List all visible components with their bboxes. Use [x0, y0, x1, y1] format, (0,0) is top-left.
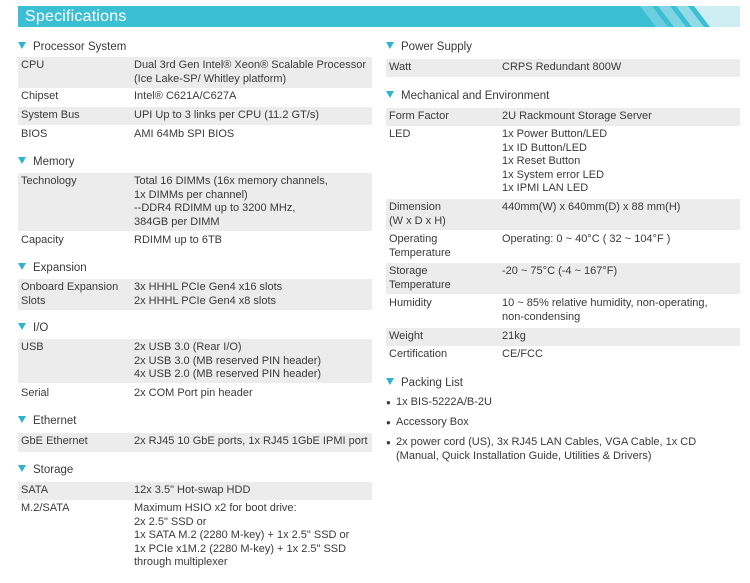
- table-row-chipset: [18, 88, 372, 106]
- row-label: Storage Temperature: [389, 265, 451, 291]
- table-row-operating-temperature: [386, 231, 740, 262]
- row-value: Dual 3rd Gen Intel® Xeon® Scalable Processor (Ice Lake-SP/ Whitley platform): [134, 59, 367, 85]
- row-label: System Bus: [21, 109, 80, 121]
- section-title: Mechanical and Environment: [401, 90, 550, 102]
- table-row-technology: [18, 173, 372, 231]
- row-label: USB: [21, 341, 44, 353]
- row-label: Dimension (W x D x H): [389, 201, 446, 227]
- table-row-gbe-ethernet: [18, 433, 372, 452]
- row-value: Operating: 0 ~ 40°C ( 32 ~ 104°F ): [502, 233, 671, 245]
- row-value: -20 ~ 75°C (-4 ~ 167°F): [502, 265, 618, 277]
- row-value: 2U Rackmount Storage Server: [502, 110, 652, 122]
- triangle-bullet-icon: [386, 91, 394, 98]
- row-value: 2x USB 3.0 (Rear I/O) 2x USB 3.0 (MB reserved PIN header) 4x USB 2.0 (MB reserved PIN header): [134, 341, 322, 380]
- table-row-storage-temperature: [386, 263, 740, 294]
- row-value: 21kg: [502, 330, 526, 342]
- triangle-bullet-icon: [18, 263, 26, 270]
- table-row-cpu: [18, 57, 372, 88]
- section-memory-heading: [18, 155, 75, 169]
- table-row-certification: [386, 346, 740, 364]
- section-ethernet-heading: [18, 414, 76, 428]
- specifications-banner: [18, 6, 740, 27]
- section-storage-heading: [18, 463, 73, 477]
- section-processor-heading: [18, 40, 126, 54]
- section-title: Power Supply: [401, 41, 472, 53]
- table-row-bios: [18, 126, 372, 144]
- section-mechanical-heading: [386, 89, 549, 103]
- table-row-usb: [18, 339, 372, 383]
- row-value: Maximum HSIO x2 for boot drive: 2x 2.5" SSD or 1x SATA M.2 (2280 M-key) + 1x 2.5" SSD or 1x PCIe x1M.2 (2280 M-key) + 1x 2.5" SSD through multiplexer: [134, 502, 350, 568]
- page-title: Specifications: [25, 8, 127, 25]
- row-value: RDIMM up to 6TB: [134, 234, 223, 246]
- section-title: Memory: [33, 156, 75, 168]
- triangle-bullet-icon: [18, 416, 26, 423]
- row-label: Chipset: [21, 90, 59, 102]
- section-title: Ethernet: [33, 415, 77, 427]
- section-title: Expansion: [33, 262, 87, 274]
- row-label: Humidity: [389, 297, 432, 309]
- row-value: 1x Power Button/LED 1x ID Button/LED 1x Reset Button 1x System error LED 1x IPMI LAN LED: [502, 128, 608, 194]
- row-value: 10 ~ 85% relative humidity, non-operating, non-condensing: [502, 297, 708, 323]
- row-value: CE/FCC: [502, 348, 543, 360]
- table-row-capacity: [18, 232, 372, 250]
- row-label: Onboard Expansion Slots: [21, 281, 119, 307]
- table-row-watt: [386, 59, 740, 77]
- row-value: Intel® C621A/C627A: [134, 90, 237, 102]
- row-value: UPI Up to 3 links per CPU (11.2 GT/s): [134, 109, 320, 121]
- row-value: CRPS Redundant 800W: [502, 61, 622, 73]
- banner-stripe-decoration: [630, 6, 740, 27]
- row-label: M.2/SATA: [21, 502, 70, 514]
- row-value: 440mm(W) x 640mm(D) x 88 mm(H): [502, 201, 681, 213]
- row-label: Certification: [389, 348, 448, 360]
- table-row-serial: [18, 385, 372, 403]
- table-row-dimension: [386, 199, 740, 230]
- section-expansion-heading: [18, 261, 87, 275]
- triangle-bullet-icon: [18, 323, 26, 330]
- row-label: SATA: [21, 484, 49, 496]
- section-packing-heading: [386, 376, 463, 390]
- row-value: 3x HHHL PCIe Gen4 x16 slots 2x HHHL PCIe Gen4 x8 slots: [134, 281, 283, 307]
- table-row-sata: [18, 482, 372, 500]
- triangle-bullet-icon: [386, 42, 394, 49]
- row-label: Capacity: [21, 234, 64, 246]
- triangle-bullet-icon: [386, 378, 394, 385]
- row-value: 2x COM Port pin header: [134, 387, 253, 399]
- row-value: Total 16 DIMMs (16x memory channels, 1x DIMMs per channel) --DDR4 RDIMM up to 3200 MHz, 384GB per DIMM: [134, 175, 328, 228]
- triangle-bullet-icon: [18, 42, 26, 49]
- triangle-bullet-icon: [18, 465, 26, 472]
- row-label: Technology: [21, 175, 77, 187]
- table-row-form-factor: [386, 108, 740, 126]
- row-label: Operating Temperature: [389, 233, 451, 259]
- section-title: Storage: [33, 464, 74, 476]
- section-power-heading: [386, 40, 472, 54]
- row-label: Watt: [389, 61, 412, 73]
- row-label: GbE Ethernet: [21, 435, 88, 447]
- row-label: Form Factor: [389, 110, 449, 122]
- section-title: Processor System: [33, 41, 127, 53]
- table-row-system-bus: [18, 107, 372, 125]
- list-item: ● Accessory Box: [386, 416, 740, 430]
- table-row-onboard-expansion: [18, 279, 372, 310]
- table-row-m2-sata: [18, 500, 372, 572]
- list-item: ● 1x BIS-5222A/B-2U: [386, 396, 740, 410]
- section-io-heading: [18, 321, 48, 335]
- section-title: I/O: [33, 322, 49, 334]
- table-row-led: [386, 126, 740, 198]
- row-value: 2x RJ45 10 GbE ports, 1x RJ45 1GbE IPMI port: [134, 435, 368, 447]
- row-label: Serial: [21, 387, 50, 399]
- triangle-bullet-icon: [18, 157, 26, 164]
- table-row-humidity: [386, 295, 740, 326]
- row-value: 12x 3.5" Hot-swap HDD: [134, 484, 251, 496]
- section-title: Packing List: [401, 377, 464, 389]
- row-label: CPU: [21, 59, 45, 71]
- row-label: Weight: [389, 330, 424, 342]
- row-label: LED: [389, 128, 411, 140]
- list-item: ● 2x power cord (US), 3x RJ45 LAN Cables, VGA Cable, 1x CD (Manual, Quick Installation Guide, Utilities & Drivers): [386, 436, 740, 463]
- table-row-weight: [386, 328, 740, 346]
- row-value: AMI 64Mb SPI BIOS: [134, 128, 235, 140]
- row-label: BIOS: [21, 128, 48, 140]
